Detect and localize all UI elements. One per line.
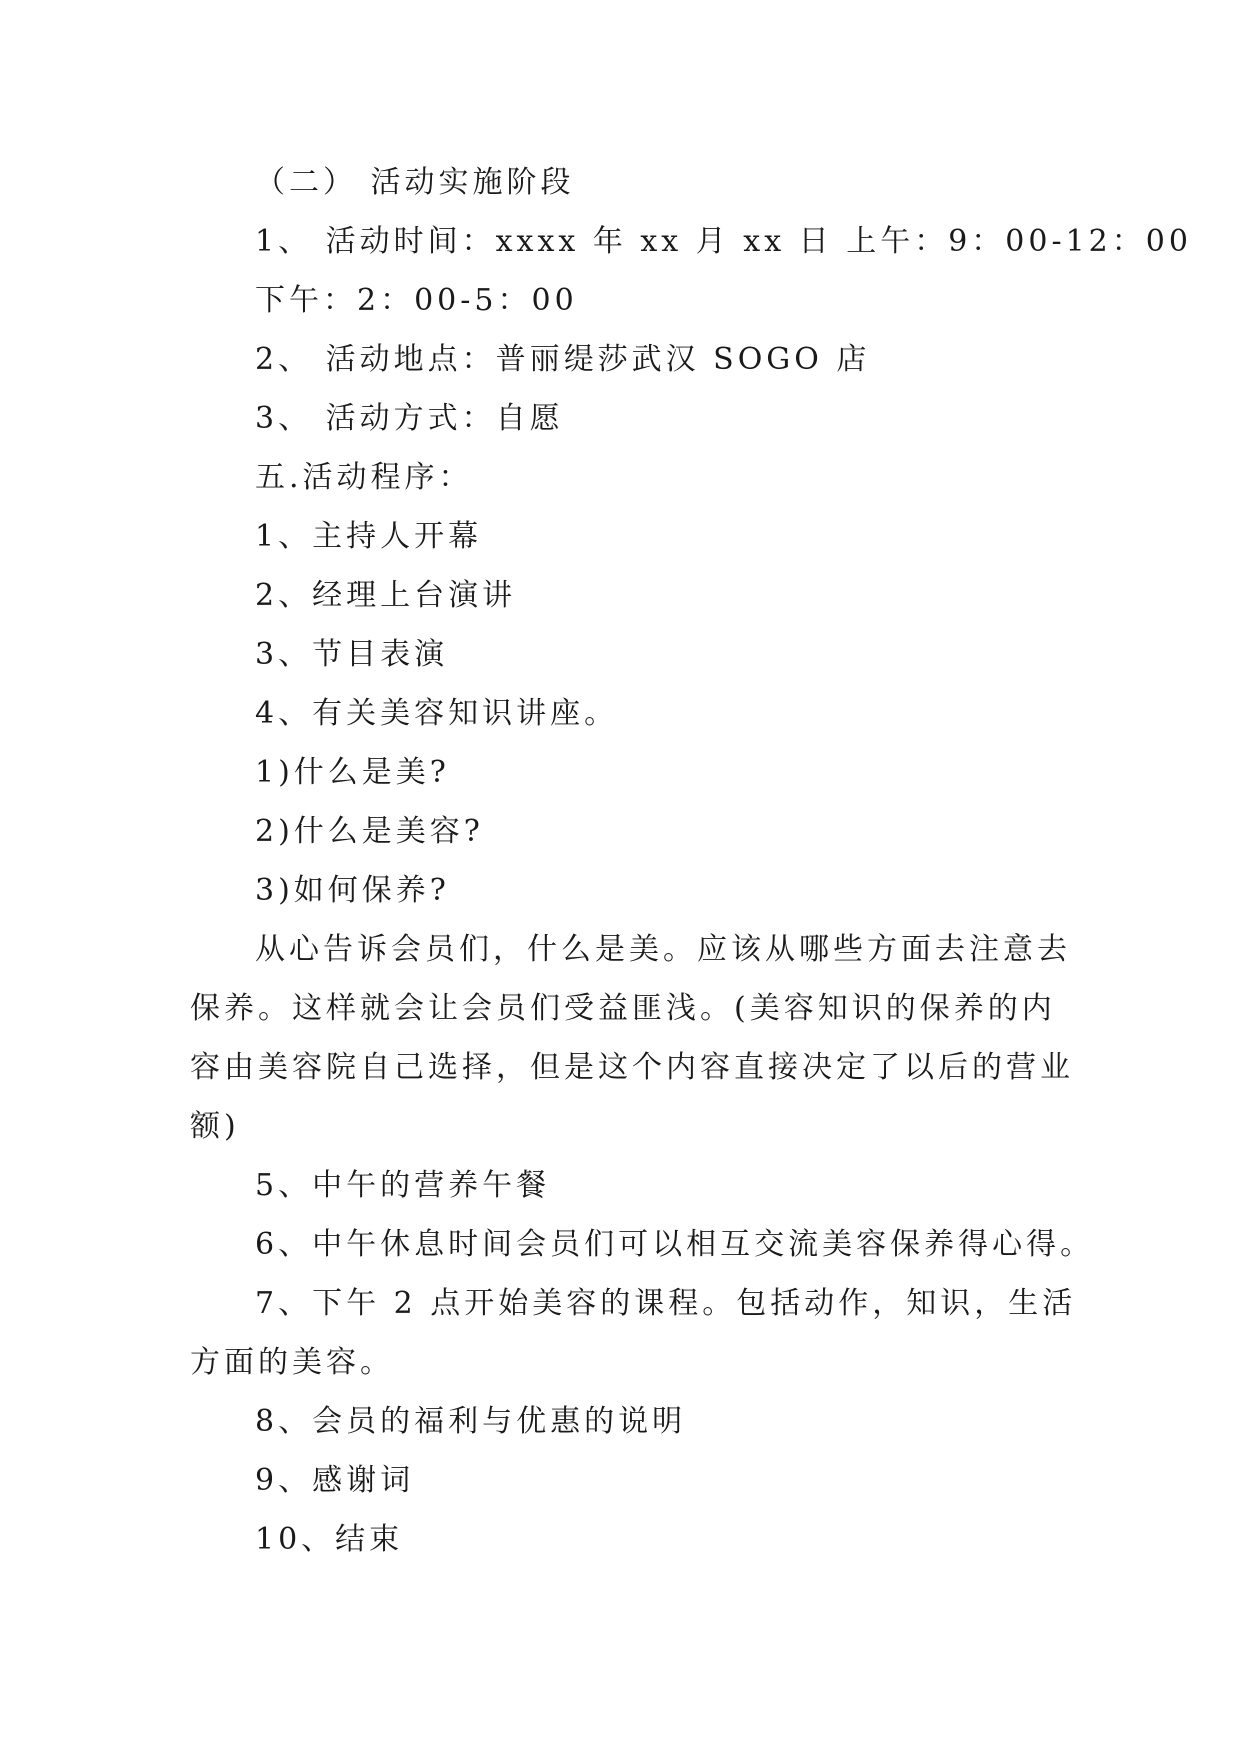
section-heading: （二） 活动实施阶段 [255,165,575,200]
program-item: 8、会员的福利与优惠的说明 [255,1404,687,1439]
program-item: 5、中午的营养午餐 [255,1168,551,1203]
program-item: 7、下午 2 点开始美容的课程。包括动作，知识，生活 [255,1286,1077,1321]
activity-time: 1、 活动时间：xxxx 年 xx 月 xx 日 上午：9：00-12：00 [255,224,1192,259]
paragraph-line: 额) [190,1109,240,1144]
activity-method: 3、 活动方式：自愿 [255,401,564,436]
paragraph-line: 从心告诉会员们，什么是美。应该从哪些方面去注意去 [255,932,1071,967]
program-item: 1、主持人开幕 [255,519,483,554]
program-item: 6、中午休息时间会员们可以相互交流美容保养得心得。 [255,1227,1095,1262]
paragraph-line: 方面的美容。 [190,1345,394,1380]
program-heading: 五.活动程序： [255,460,473,495]
sub-item: 3)如何保养? [255,873,450,908]
paragraph-line: 保养。这样就会让会员们受益匪浅。(美容知识的保养的内 [190,991,1056,1026]
activity-time-afternoon: 下午：2：00-5：00 [255,283,578,318]
paragraph-line: 容由美容院自己选择，但是这个内容直接决定了以后的营业 [190,1050,1074,1085]
activity-location: 2、 活动地点：普丽缇莎武汉 SOGO 店 [255,342,871,377]
program-item: 10、结束 [255,1522,404,1557]
program-item: 9、感谢词 [255,1463,415,1498]
program-item: 2、经理上台演讲 [255,578,517,613]
program-item: 3、节目表演 [255,637,449,672]
sub-item: 2)什么是美容? [255,814,484,849]
sub-item: 1)什么是美? [255,755,450,790]
program-item: 4、有关美容知识讲座。 [255,696,619,731]
